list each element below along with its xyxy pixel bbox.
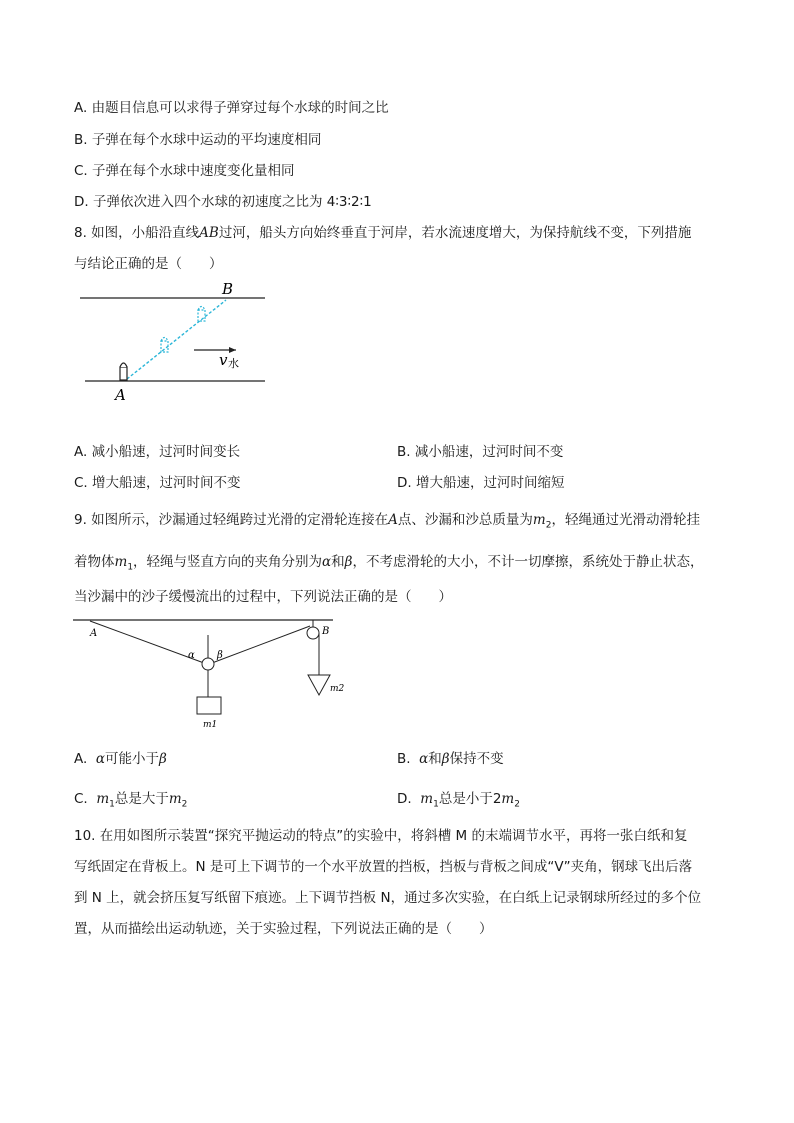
q7-option-b: B. 子弹在每个水球中运动的平均速度相同 <box>74 132 322 148</box>
q9-label-a: A <box>90 628 98 639</box>
q8-label-a: A <box>115 386 126 404</box>
boat-icon-start <box>120 363 127 380</box>
q9-option-d: D. $m_1$总是小于$2m_2$ <box>397 791 520 810</box>
q9-pulley-figure <box>70 613 350 735</box>
q9-stem-line1: 9. 如图所示，沙漏通过轻绳跨过光滑的定滑轮连接在A点、沙漏和沙总质量为$m_2$，轻绳通过光滑动滑轮挂 <box>74 512 700 531</box>
q9-label-beta: β <box>217 650 223 661</box>
q8-stem-line2: 与结论正确的是（ ） <box>74 256 223 272</box>
water-velocity-arrowhead <box>229 347 236 353</box>
q9-label-m2: m2 <box>330 684 345 694</box>
m1-block <box>197 697 221 714</box>
rope-left <box>90 621 204 663</box>
q7-option-a: A. 由题目信息可以求得子弹穿过每个水球的时间之比 <box>74 100 389 116</box>
q10-stem-line3: 到 N 上，就会挤压复写纸留下痕迹。上下调节挡板 N，通过多次实验，在白纸上记录钢球所经过的多个位 <box>74 890 702 906</box>
course-line-ab <box>127 300 226 379</box>
q8-label-b: B <box>222 280 234 298</box>
q8-label-v: v <box>219 351 228 369</box>
q8-stem-line1: 8. 如图，小船沿直线AB过河，船头方向始终垂直于河岸，若水流速度增大，为保持航线不变，下列措施 <box>74 225 692 241</box>
q8-ab-symbol: AB <box>199 225 219 241</box>
q9-label-b: B <box>322 626 330 637</box>
rope-right <box>212 626 310 663</box>
q7-option-c: C. 子弹在每个水球中速度变化量相同 <box>74 163 295 179</box>
q10-stem-line4: 置，从而描绘出运动轨迹，关于实验过程，下列说法正确的是（ ） <box>74 921 493 937</box>
q9-stem-line2: 着物体$m_1$，轻绳与竖直方向的夹角分别为α和β，不考虑滑轮的大小，不计一切摩擦，系统处于静止状态， <box>74 554 704 573</box>
q8-option-a: A. 减小船速，过河时间变长 <box>74 444 241 460</box>
q9-option-b: B. α和β保持不变 <box>397 751 504 767</box>
q9-label-alpha: α <box>188 650 195 661</box>
q8-label-v-sub: 水 <box>228 357 239 370</box>
q10-stem-line1: 10. 在用如图所示装置“探究平抛运动的特点”的实验中，将斜槽 M 的末端调节水平，再将一张白纸和复 <box>74 828 688 844</box>
q10-stem-line2: 写纸固定在背板上。N 是可上下调节的一个水平放置的挡板，挡板与背板之间成“V”夹角，钢球飞出后落 <box>74 859 693 875</box>
q8-option-c: C. 增大船速，过河时间不变 <box>74 475 241 491</box>
fixed-pulley <box>307 627 319 639</box>
q9-option-c: C. $m_1$总是大于$m_2$ <box>74 791 188 810</box>
q9-stem-line3: 当沙漏中的沙子缓慢流出的过程中，下列说法正确的是（ ） <box>74 589 452 605</box>
q7-option-d: D. 子弹依次进入四个水球的初速度之比为 4∶3∶2∶1 <box>74 194 372 210</box>
q8-option-d: D. 增大船速，过河时间缩短 <box>397 475 565 491</box>
q8-river-figure <box>76 279 276 405</box>
movable-pulley <box>202 658 214 670</box>
sand-funnel <box>308 675 330 695</box>
q9-label-m1: m1 <box>203 720 218 730</box>
q8-option-b: B. 减小船速，过河时间不变 <box>397 444 564 460</box>
q9-option-a: A. α可能小于β <box>74 751 167 767</box>
